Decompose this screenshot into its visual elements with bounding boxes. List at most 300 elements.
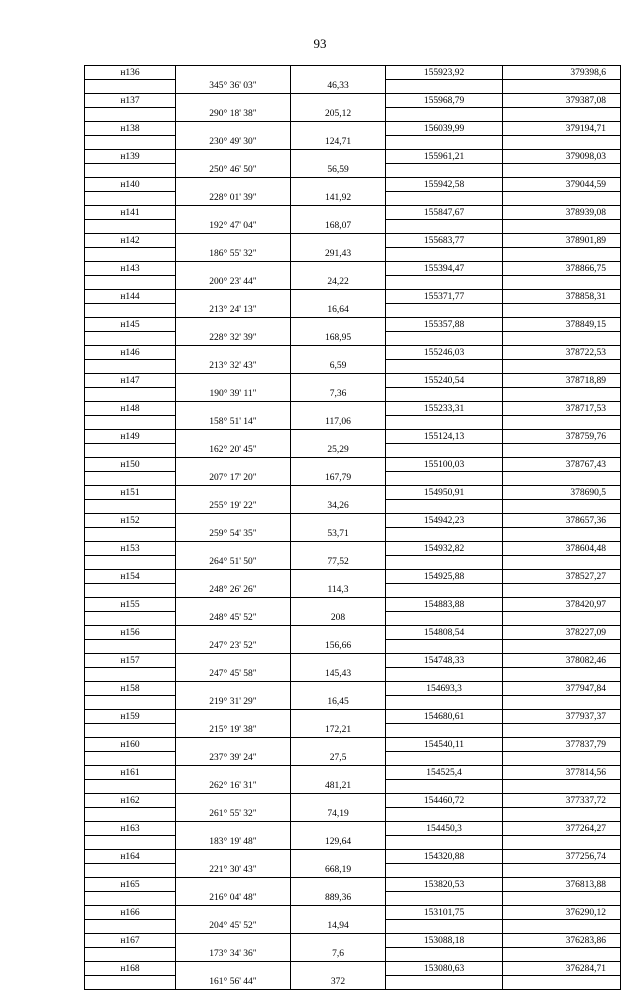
point-row <box>85 850 621 864</box>
point-y: 379098,03 <box>503 150 621 164</box>
segment-angle: 247° 45' 58" <box>176 668 291 682</box>
empty-y-cell <box>503 164 621 178</box>
coordinates-table <box>84 65 621 990</box>
point-x: 154525,4 <box>386 766 503 780</box>
empty-distance-cell <box>291 346 386 360</box>
segment-distance: 172,21 <box>291 724 386 738</box>
segment-distance: 7,36 <box>291 388 386 402</box>
empty-x-cell <box>386 276 503 290</box>
point-row <box>85 738 621 752</box>
point-y: 377947,84 <box>503 682 621 696</box>
empty-angle-cell <box>176 94 291 108</box>
empty-x-cell <box>386 612 503 626</box>
segment-distance: 14,94 <box>291 920 386 934</box>
segment-angle: 207° 17' 20" <box>176 472 291 486</box>
empty-angle-cell <box>176 206 291 220</box>
segment-row <box>85 416 621 430</box>
point-row <box>85 486 621 500</box>
point-y: 379398,6 <box>503 66 621 80</box>
point-row <box>85 906 621 920</box>
empty-y-cell <box>503 388 621 402</box>
segment-distance: 124,71 <box>291 136 386 150</box>
empty-angle-cell <box>176 906 291 920</box>
segment-row <box>85 780 621 794</box>
empty-angle-cell <box>176 542 291 556</box>
point-row <box>85 234 621 248</box>
empty-angle-cell <box>176 402 291 416</box>
point-name: н165 <box>85 878 176 892</box>
empty-distance-cell <box>291 962 386 976</box>
empty-distance-cell <box>291 626 386 640</box>
point-x: 154950,91 <box>386 486 503 500</box>
point-x: 156039,99 <box>386 122 503 136</box>
point-y: 377937,37 <box>503 710 621 724</box>
point-y: 377837,79 <box>503 738 621 752</box>
segment-row <box>85 556 621 570</box>
empty-angle-cell <box>176 682 291 696</box>
segment-angle: 173° 34' 36" <box>176 948 291 962</box>
point-name: н145 <box>85 318 176 332</box>
segment-row <box>85 948 621 962</box>
empty-y-cell <box>503 724 621 738</box>
point-x: 155961,21 <box>386 150 503 164</box>
point-x: 153101,75 <box>386 906 503 920</box>
empty-y-cell <box>503 752 621 766</box>
empty-angle-cell <box>176 262 291 276</box>
point-name: н167 <box>85 934 176 948</box>
empty-point-cell <box>85 80 176 94</box>
empty-x-cell <box>386 920 503 934</box>
empty-x-cell <box>386 500 503 514</box>
empty-x-cell <box>386 388 503 402</box>
empty-x-cell <box>386 976 503 990</box>
empty-angle-cell <box>176 794 291 808</box>
coordinates-table-body <box>85 66 621 990</box>
segment-angle: 183° 19' 48" <box>176 836 291 850</box>
point-name: н168 <box>85 962 176 976</box>
empty-y-cell <box>503 612 621 626</box>
point-x: 154680,61 <box>386 710 503 724</box>
segment-row <box>85 752 621 766</box>
segment-angle: 247° 23' 52" <box>176 640 291 654</box>
empty-x-cell <box>386 528 503 542</box>
empty-distance-cell <box>291 570 386 584</box>
segment-distance: 114,3 <box>291 584 386 598</box>
segment-distance: 168,07 <box>291 220 386 234</box>
point-x: 155968,79 <box>386 94 503 108</box>
point-y: 378604,48 <box>503 542 621 556</box>
point-y: 379044,59 <box>503 178 621 192</box>
empty-y-cell <box>503 668 621 682</box>
point-x: 153080,63 <box>386 962 503 976</box>
segment-row <box>85 500 621 514</box>
empty-distance-cell <box>291 66 386 80</box>
empty-angle-cell <box>176 654 291 668</box>
point-row <box>85 962 621 976</box>
empty-angle-cell <box>176 878 291 892</box>
point-row <box>85 206 621 220</box>
empty-x-cell <box>386 948 503 962</box>
empty-distance-cell <box>291 850 386 864</box>
point-name: н160 <box>85 738 176 752</box>
segment-distance: 16,45 <box>291 696 386 710</box>
point-name: н166 <box>85 906 176 920</box>
point-x: 154540,11 <box>386 738 503 752</box>
segment-distance: 372 <box>291 976 386 990</box>
segment-distance: 53,71 <box>291 528 386 542</box>
empty-y-cell <box>503 584 621 598</box>
empty-angle-cell <box>176 318 291 332</box>
empty-y-cell <box>503 360 621 374</box>
segment-row <box>85 976 621 990</box>
empty-angle-cell <box>176 290 291 304</box>
empty-point-cell <box>85 556 176 570</box>
point-y: 378901,89 <box>503 234 621 248</box>
segment-distance: 24,22 <box>291 276 386 290</box>
empty-distance-cell <box>291 738 386 752</box>
segment-angle: 215° 19' 38" <box>176 724 291 738</box>
segment-angle: 200° 23' 44" <box>176 276 291 290</box>
segment-row <box>85 724 621 738</box>
point-y: 378690,5 <box>503 486 621 500</box>
point-y: 378420,97 <box>503 598 621 612</box>
empty-y-cell <box>503 444 621 458</box>
segment-row <box>85 584 621 598</box>
empty-point-cell <box>85 388 176 402</box>
point-y: 376283,86 <box>503 934 621 948</box>
point-row <box>85 150 621 164</box>
point-name: н136 <box>85 66 176 80</box>
empty-point-cell <box>85 892 176 906</box>
empty-angle-cell <box>176 346 291 360</box>
point-name: н141 <box>85 206 176 220</box>
segment-angle: 161° 56' 44" <box>176 976 291 990</box>
segment-angle: 221° 30' 43" <box>176 864 291 878</box>
empty-y-cell <box>503 192 621 206</box>
point-row <box>85 402 621 416</box>
segment-row <box>85 640 621 654</box>
segment-distance: 74,19 <box>291 808 386 822</box>
segment-row <box>85 360 621 374</box>
empty-point-cell <box>85 584 176 598</box>
point-x: 154693,3 <box>386 682 503 696</box>
empty-distance-cell <box>291 906 386 920</box>
segment-row <box>85 388 621 402</box>
empty-distance-cell <box>291 290 386 304</box>
point-row <box>85 766 621 780</box>
empty-point-cell <box>85 864 176 878</box>
empty-x-cell <box>386 668 503 682</box>
point-row <box>85 318 621 332</box>
point-name: н149 <box>85 430 176 444</box>
point-y: 378939,08 <box>503 206 621 220</box>
point-row <box>85 94 621 108</box>
point-x: 154320,88 <box>386 850 503 864</box>
segment-row <box>85 192 621 206</box>
point-row <box>85 626 621 640</box>
segment-distance: 16,64 <box>291 304 386 318</box>
empty-point-cell <box>85 164 176 178</box>
point-row <box>85 570 621 584</box>
segment-angle: 186° 55' 32" <box>176 248 291 262</box>
empty-distance-cell <box>291 402 386 416</box>
empty-y-cell <box>503 864 621 878</box>
point-row <box>85 654 621 668</box>
empty-y-cell <box>503 248 621 262</box>
point-name: н147 <box>85 374 176 388</box>
empty-x-cell <box>386 360 503 374</box>
segment-row <box>85 220 621 234</box>
empty-angle-cell <box>176 626 291 640</box>
point-y: 378717,53 <box>503 402 621 416</box>
point-x: 154925,88 <box>386 570 503 584</box>
segment-distance: 6,59 <box>291 360 386 374</box>
segment-distance: 7,6 <box>291 948 386 962</box>
point-y: 376813,88 <box>503 878 621 892</box>
point-x: 155371,77 <box>386 290 503 304</box>
empty-point-cell <box>85 696 176 710</box>
empty-point-cell <box>85 500 176 514</box>
point-y: 378082,46 <box>503 654 621 668</box>
point-name: н142 <box>85 234 176 248</box>
empty-distance-cell <box>291 654 386 668</box>
segment-row <box>85 528 621 542</box>
point-name: н155 <box>85 598 176 612</box>
segment-row <box>85 164 621 178</box>
point-x: 155942,58 <box>386 178 503 192</box>
empty-angle-cell <box>176 850 291 864</box>
empty-y-cell <box>503 108 621 122</box>
empty-angle-cell <box>176 514 291 528</box>
segment-row <box>85 612 621 626</box>
point-name: н137 <box>85 94 176 108</box>
segment-angle: 213° 24' 13" <box>176 304 291 318</box>
point-x: 154748,33 <box>386 654 503 668</box>
point-row <box>85 374 621 388</box>
empty-x-cell <box>386 780 503 794</box>
point-name: н163 <box>85 822 176 836</box>
segment-distance: 129,64 <box>291 836 386 850</box>
point-y: 378527,27 <box>503 570 621 584</box>
point-name: н156 <box>85 626 176 640</box>
segment-row <box>85 248 621 262</box>
point-y: 377256,74 <box>503 850 621 864</box>
point-x: 155683,77 <box>386 234 503 248</box>
empty-y-cell <box>503 332 621 346</box>
point-x: 154808,54 <box>386 626 503 640</box>
segment-distance: 141,92 <box>291 192 386 206</box>
point-y: 378227,09 <box>503 626 621 640</box>
point-y: 378657,36 <box>503 514 621 528</box>
empty-point-cell <box>85 752 176 766</box>
point-y: 378718,89 <box>503 374 621 388</box>
point-row <box>85 542 621 556</box>
empty-y-cell <box>503 220 621 234</box>
empty-y-cell <box>503 892 621 906</box>
empty-distance-cell <box>291 822 386 836</box>
segment-angle: 213° 32' 43" <box>176 360 291 374</box>
point-x: 155246,03 <box>386 346 503 360</box>
point-row <box>85 682 621 696</box>
empty-angle-cell <box>176 738 291 752</box>
point-name: н161 <box>85 766 176 780</box>
empty-angle-cell <box>176 458 291 472</box>
empty-point-cell <box>85 360 176 374</box>
point-row <box>85 458 621 472</box>
segment-distance: 668,19 <box>291 864 386 878</box>
empty-angle-cell <box>176 934 291 948</box>
segment-angle: 290° 18' 38" <box>176 108 291 122</box>
point-x: 154942,23 <box>386 514 503 528</box>
empty-y-cell <box>503 556 621 570</box>
segment-distance: 156,66 <box>291 640 386 654</box>
segment-row <box>85 836 621 850</box>
point-row <box>85 262 621 276</box>
empty-point-cell <box>85 444 176 458</box>
point-row <box>85 66 621 80</box>
empty-y-cell <box>503 416 621 430</box>
segment-row <box>85 276 621 290</box>
point-name: н162 <box>85 794 176 808</box>
empty-angle-cell <box>176 710 291 724</box>
segment-row <box>85 444 621 458</box>
empty-angle-cell <box>176 962 291 976</box>
empty-x-cell <box>386 892 503 906</box>
empty-distance-cell <box>291 234 386 248</box>
point-name: н151 <box>85 486 176 500</box>
segment-angle: 237° 39' 24" <box>176 752 291 766</box>
empty-point-cell <box>85 192 176 206</box>
empty-y-cell <box>503 836 621 850</box>
point-row <box>85 430 621 444</box>
segment-angle: 228° 32' 39" <box>176 332 291 346</box>
segment-row <box>85 80 621 94</box>
segment-angle: 262° 16' 31" <box>176 780 291 794</box>
segment-distance: 167,79 <box>291 472 386 486</box>
point-name: н148 <box>85 402 176 416</box>
point-name: н138 <box>85 122 176 136</box>
empty-distance-cell <box>291 458 386 472</box>
point-row <box>85 346 621 360</box>
empty-x-cell <box>386 192 503 206</box>
empty-x-cell <box>386 304 503 318</box>
segment-distance: 168,95 <box>291 332 386 346</box>
segment-angle: 248° 45' 52" <box>176 612 291 626</box>
point-x: 155100,03 <box>386 458 503 472</box>
point-x: 155124,13 <box>386 430 503 444</box>
empty-distance-cell <box>291 542 386 556</box>
empty-point-cell <box>85 136 176 150</box>
empty-distance-cell <box>291 150 386 164</box>
point-row <box>85 122 621 136</box>
segment-distance: 77,52 <box>291 556 386 570</box>
point-row <box>85 794 621 808</box>
point-name: н157 <box>85 654 176 668</box>
segment-distance: 291,43 <box>291 248 386 262</box>
segment-angle: 264° 51' 50" <box>176 556 291 570</box>
empty-x-cell <box>386 752 503 766</box>
segment-row <box>85 668 621 682</box>
empty-x-cell <box>386 248 503 262</box>
point-y: 376290,12 <box>503 906 621 920</box>
empty-distance-cell <box>291 598 386 612</box>
segment-angle: 190° 39' 11" <box>176 388 291 402</box>
segment-row <box>85 808 621 822</box>
segment-distance: 56,59 <box>291 164 386 178</box>
empty-point-cell <box>85 724 176 738</box>
point-name: н146 <box>85 346 176 360</box>
point-x: 153820,53 <box>386 878 503 892</box>
empty-x-cell <box>386 80 503 94</box>
segment-angle: 219° 31' 29" <box>176 696 291 710</box>
segment-distance: 117,06 <box>291 416 386 430</box>
point-y: 377814,56 <box>503 766 621 780</box>
point-name: н159 <box>85 710 176 724</box>
segment-angle: 345° 36' 03" <box>176 80 291 94</box>
point-x: 153088,18 <box>386 934 503 948</box>
point-x: 154883,88 <box>386 598 503 612</box>
point-x: 155847,67 <box>386 206 503 220</box>
empty-distance-cell <box>291 514 386 528</box>
point-x: 154460,72 <box>386 794 503 808</box>
empty-x-cell <box>386 136 503 150</box>
empty-point-cell <box>85 668 176 682</box>
segment-angle: 261° 55' 32" <box>176 808 291 822</box>
point-x: 154932,82 <box>386 542 503 556</box>
point-name: н139 <box>85 150 176 164</box>
empty-distance-cell <box>291 878 386 892</box>
segment-row <box>85 472 621 486</box>
empty-x-cell <box>386 164 503 178</box>
empty-point-cell <box>85 808 176 822</box>
empty-x-cell <box>386 724 503 738</box>
segment-distance: 208 <box>291 612 386 626</box>
empty-x-cell <box>386 556 503 570</box>
point-name: н153 <box>85 542 176 556</box>
point-name: н154 <box>85 570 176 584</box>
segment-distance: 46,33 <box>291 80 386 94</box>
empty-y-cell <box>503 304 621 318</box>
point-name: н143 <box>85 262 176 276</box>
empty-distance-cell <box>291 94 386 108</box>
point-name: н164 <box>85 850 176 864</box>
empty-distance-cell <box>291 318 386 332</box>
segment-angle: 204° 45' 52" <box>176 920 291 934</box>
point-name: н140 <box>85 178 176 192</box>
point-y: 378767,43 <box>503 458 621 472</box>
empty-angle-cell <box>176 822 291 836</box>
segment-row <box>85 920 621 934</box>
empty-point-cell <box>85 332 176 346</box>
empty-distance-cell <box>291 122 386 136</box>
empty-distance-cell <box>291 262 386 276</box>
empty-point-cell <box>85 276 176 290</box>
segment-angle: 259° 54' 35" <box>176 528 291 542</box>
empty-angle-cell <box>176 122 291 136</box>
point-name: н158 <box>85 682 176 696</box>
empty-angle-cell <box>176 150 291 164</box>
point-row <box>85 878 621 892</box>
empty-point-cell <box>85 948 176 962</box>
empty-distance-cell <box>291 486 386 500</box>
empty-angle-cell <box>176 570 291 584</box>
point-row <box>85 822 621 836</box>
point-x: 155233,31 <box>386 402 503 416</box>
segment-row <box>85 864 621 878</box>
empty-angle-cell <box>176 234 291 248</box>
empty-y-cell <box>503 472 621 486</box>
point-row <box>85 178 621 192</box>
